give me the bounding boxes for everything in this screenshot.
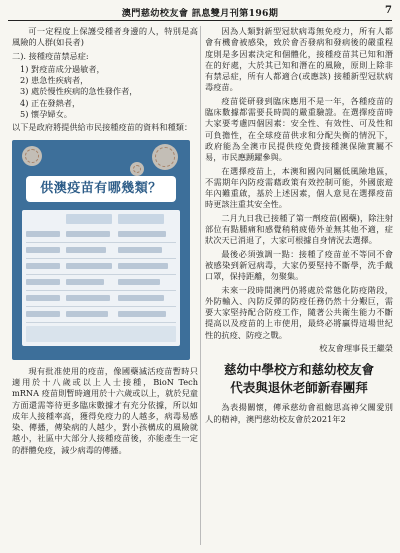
contraindication-list xyxy=(12,64,198,120)
right-paragraph-4: 二月九日我已接種了第一劑疫苗(國藥)，除注射部位有點腫痛和感覺稍稍疲倦外並無其他不適，症狀次天已消退了，大家可根據自身情況去選擇。 xyxy=(205,212,393,246)
right-paragraph-7: 為表揚關懷，傳承慈幼會祖鮑思高神父關愛別人的精神，澳門慈幼校友會於2021年2 xyxy=(205,402,393,424)
vaccine-comparison-table xyxy=(22,210,180,346)
list-item: 4) 正在發熱者， xyxy=(20,97,81,108)
infographic-footer xyxy=(26,326,176,342)
table-row xyxy=(26,292,176,307)
newsletter-title: 澳門慈幼校友會 訊息雙月刊第196期 xyxy=(121,8,279,19)
table-row xyxy=(26,244,176,259)
right-paragraph-5: 最後必須強調一點：接種了疫苗並不等同不會被感染到新冠病毒，大家仍要堅持不斷學，洗手戴口罩，保持距離，勿聚集。 xyxy=(205,248,393,282)
virus-icon xyxy=(22,146,42,166)
signature: 校友會理事長王繼榮 xyxy=(319,343,393,354)
left-paragraph-1: 可一定程度上保護受種者身邊的人，特別是高風險的人群(如長者) xyxy=(12,26,198,48)
table-column-header xyxy=(118,214,164,224)
table-row xyxy=(26,228,176,243)
left-paragraph-3: 現有批准使用的疫苗，像國藥滅活疫苗暫時只適用於十八歲或以上人士接種，BioN Tech mRNA 疫苗則暫時適用於十六歲或以上，就於兒童方面還需等待更多臨床數據才有充分依據，所以如成年人接種率高，獲得免疫力的人越多，病毒易感染、傳播，傳染病的人越少，對小孩構成的風險就越小，社區中大部分人接種疫苗後，亦能產生一定的群體免疫，減少病毒的傳播。 xyxy=(12,365,198,455)
infographic-title: 供澳疫苗有哪幾類？ xyxy=(26,176,176,202)
virus-icon xyxy=(130,162,144,176)
list-item: 5) 懷孕婦女。 xyxy=(20,109,72,120)
left-column xyxy=(12,26,198,458)
left-paragraph-2: 以下是政府將提供給市民接種疫苗的資料和種類： xyxy=(12,122,193,133)
table-row xyxy=(26,276,176,291)
vaccine-infographic xyxy=(12,140,190,360)
table-row xyxy=(26,260,176,275)
column-divider xyxy=(200,26,201,545)
contraindication-title: 二). 接種疫苗禁忌症: xyxy=(12,50,89,61)
list-item: 1) 對疫苗成分過敏者， xyxy=(20,63,105,74)
list-item: 2) 患急性疾病者， xyxy=(20,75,89,86)
right-paragraph-1: 因為人類對新型冠狀病毒無免疫力，所有人都會有機會被感染，致於會否發病和發病後的嚴重程度則是多因素決定和個體化，接種疫苗其已知和潛在的好處，大於其已知和潛在的風險，原則上除非有禁忌症，所有人都適合(或應該) 接種新型冠狀病毒疫苗。 xyxy=(205,26,393,93)
article-heading-line-2: 代表與退休老師新春團拜 xyxy=(230,380,368,396)
right-column xyxy=(205,26,393,427)
page-header xyxy=(8,4,392,21)
article-heading-line-1: 慈幼中學校方和慈幼校友會 xyxy=(223,362,374,378)
right-paragraph-2: 疫苗從研發到臨床應用不是一年，各種疫苗的臨床數據都需要長時間的嚴重驗證。在選擇疫苗時大家要考慮四個因素：安全性、有效性、可及性和可負擔性，在全球疫苗供求和分配失衡的情況下，政府能為全澳市民提供疫免費接種澳保險實屬不易，市民應踴躍參與。 xyxy=(205,95,393,163)
page-number: 7 xyxy=(385,5,392,16)
right-paragraph-6: 未來一段時間澳門仍將處於常態化防疫階段，外防輸入、內防反彈的防疫任務仍然十分艱巨，需要大家堅持配合防疫工作，隨著公共衛生能力不斷提高以及疫苗的上市使用，最終必將贏得這場世紀性的抗疫、防疫之戰。 xyxy=(205,284,393,340)
virus-icon xyxy=(152,144,178,170)
list-item: 3) 處於慢性疾病的急性發作者， xyxy=(20,86,138,97)
table-column-header xyxy=(66,214,112,224)
table-row xyxy=(26,308,176,323)
right-paragraph-3: 在選擇疫苗上，本澳和國內同屬低風險地區，不需期年內防疫需藉政策有效控制可能，外國旅遊年內難重啟，基於上述因素，個人意見在選擇疫苗時更該注重其安全性。 xyxy=(205,165,393,210)
